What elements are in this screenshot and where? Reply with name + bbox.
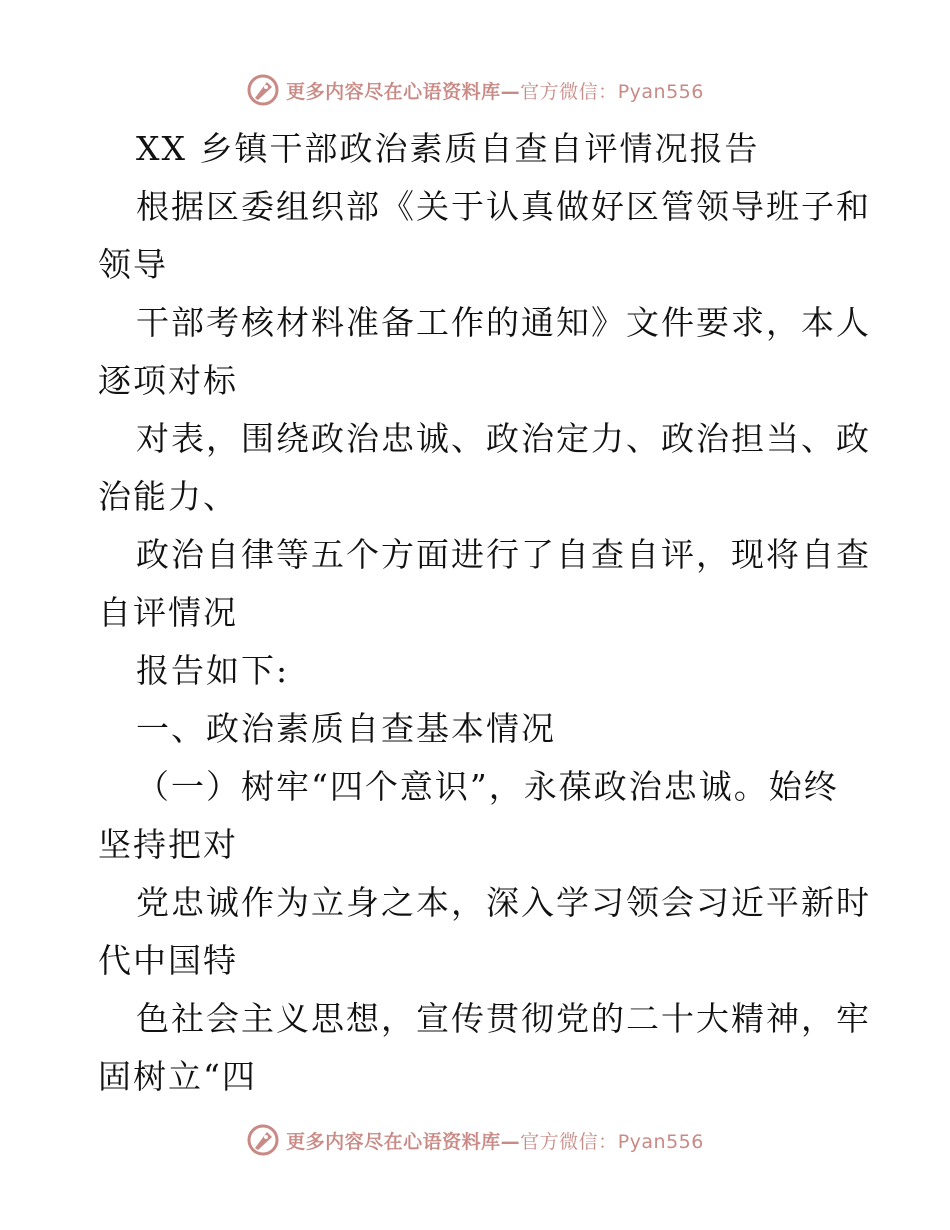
paragraph-line: 根据区委组织部《关于认真做好区管领导班子和 (136, 187, 871, 226)
paragraph-line: 坚持把对 (98, 825, 238, 864)
banner-wechat-id: Pyan556 (617, 1130, 704, 1153)
paragraph-line: 对表，围绕政治忠诚、政治定力、政治担当、政 (136, 419, 871, 458)
paragraph-line: 政治自律等五个方面进行了自查自评，现将自查 (136, 535, 871, 574)
footer-banner (0, 1120, 950, 1160)
banner-main-text: 更多内容尽在心语资料库— (286, 1130, 521, 1153)
banner-wechat-label: 官方微信： (520, 80, 618, 103)
pen-nib-logo-icon (246, 1123, 280, 1157)
paragraph-line: 党忠诚作为立身之本，深入学习领会习近平新时 (136, 883, 871, 922)
paragraph-line: 色社会主义思想，宣传贯彻党的二十大精神，牢 (136, 999, 871, 1038)
document-body (98, 120, 871, 1106)
banner-main-text: 更多内容尽在心语资料库— (286, 80, 521, 103)
header-banner (0, 70, 950, 110)
paragraph-line: 代中国特 (98, 941, 238, 980)
paragraph-line: 固树立“四 (98, 1057, 257, 1096)
banner-text (286, 1127, 704, 1154)
paragraph-line: 报告如下: (136, 651, 290, 690)
document-title: XX 乡镇干部政治素质自查自评情况报告 (136, 129, 760, 168)
banner-text (286, 77, 704, 104)
paragraph-line: 治能力、 (98, 477, 238, 516)
paragraph-line: 自评情况 (98, 593, 238, 632)
section-heading: 一、政治素质自查基本情况 (136, 709, 556, 748)
banner-wechat-id: Pyan556 (617, 80, 704, 103)
banner-wechat-label: 官方微信： (520, 1130, 618, 1153)
pen-nib-logo-icon (246, 73, 280, 107)
paragraph-line: 干部考核材料准备工作的通知》文件要求，本人 (136, 303, 871, 342)
paragraph-line: （一）树牢“四个意识”，永葆政治忠诚。始终 (136, 767, 839, 806)
paragraph-line: 领导 (98, 245, 168, 284)
paragraph-line: 逐项对标 (98, 361, 238, 400)
